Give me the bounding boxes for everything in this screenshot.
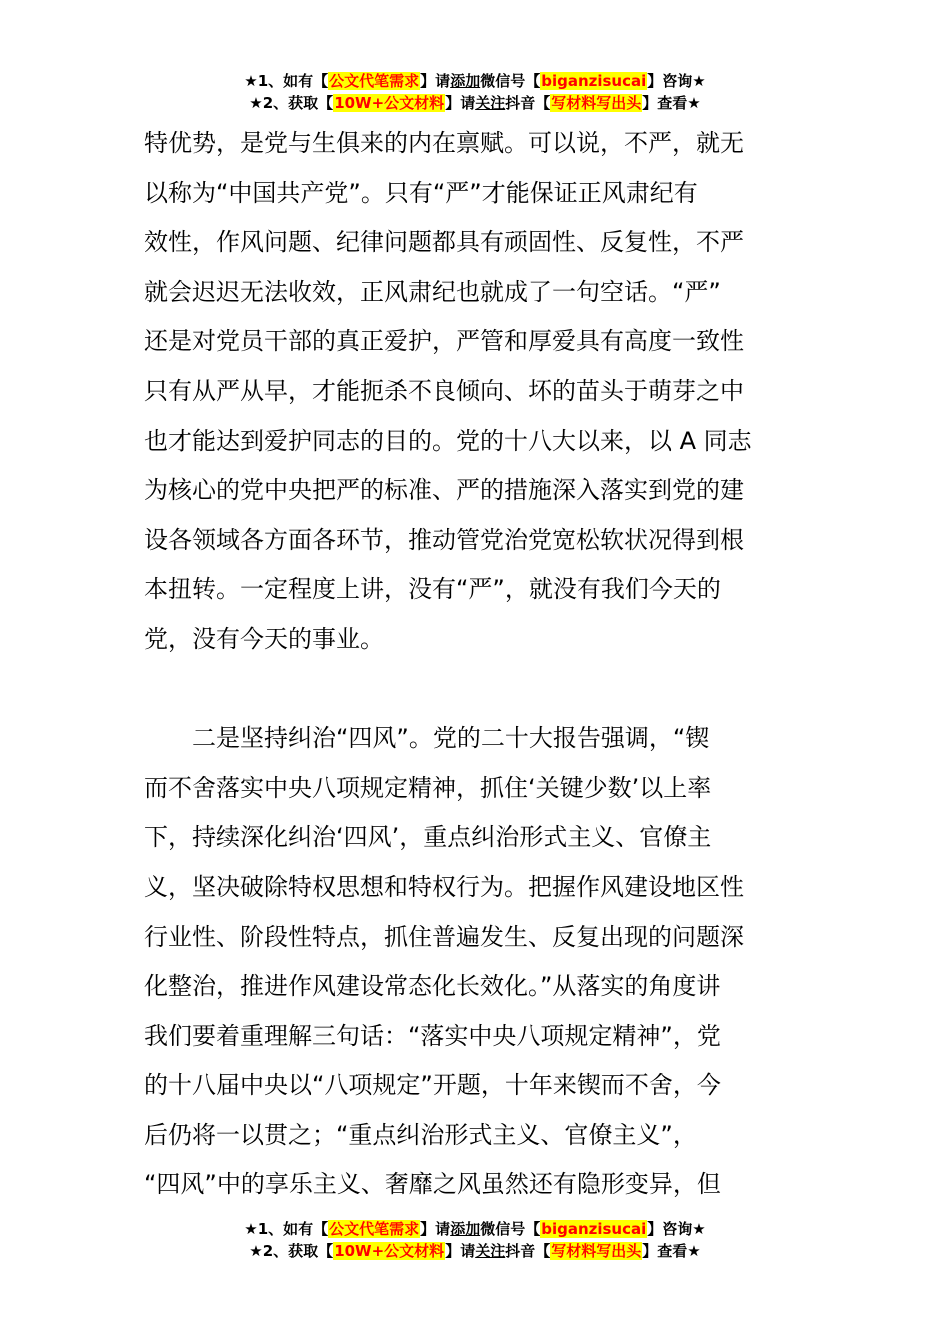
banner-text: ★1、如有【 [244, 72, 329, 90]
banner-text: 抖音【 [505, 94, 551, 112]
banner-highlight: 写材料写出头 [551, 1242, 642, 1260]
text-line: 也才能达到爱护同志的目的。党的十八大以来，以 A 同志 [144, 426, 752, 455]
paragraph-1 [144, 119, 808, 665]
banner-highlight: 10W+公文材料 [334, 1242, 445, 1260]
text-line: 只有从严从早，才能扼杀不良倾向、坏的苗头于萌芽之中 [144, 376, 744, 405]
banner-text: ★1、如有【 [244, 1220, 329, 1238]
text-line: 以称为“中国共产党”。只有“严”才能保证正风肃纪有 [144, 178, 698, 207]
banner-text: 】咨询★ [647, 72, 706, 90]
banner-highlight: 写材料写出头 [551, 94, 642, 112]
banner-underlined-text: 关注 [475, 1242, 506, 1260]
paragraph-spacer [144, 665, 808, 715]
banner-highlight: 公文代笔需求 [329, 1220, 420, 1238]
banner-text: ★2、获取【 [249, 1242, 334, 1260]
banner-text: 微信号【 [480, 72, 541, 90]
text-line: 本扭转。一定程度上讲，没有“严”，就没有我们今天的 [144, 575, 721, 604]
text-line: 效性，作风问题、纪律问题都具有顽固性、反复性，不严 [144, 228, 744, 257]
banner-underlined-text: 添加 [450, 72, 481, 90]
paragraph-2 [144, 714, 808, 1210]
text-line: 而不舍落实中央八项规定精神，抓住‘关键少数’以上率 [144, 773, 712, 802]
text-line: 化整治，推进作风建设常态化长效化。”从落实的角度讲 [144, 972, 721, 1001]
text-line: “四风”中的享乐主义、奢靡之风虽然还有隐形变异，但 [144, 1170, 721, 1199]
banner-text: 】请 [445, 1242, 476, 1260]
text-line: 义，坚决破除特权思想和特权行为。把握作风建设地区性 [144, 872, 744, 901]
text-line: 设各领域各方面各环节，推动管党治党宽松软状况得到根 [144, 525, 744, 554]
top-banner [0, 70, 950, 114]
banner-highlight: 公文代笔需求 [329, 72, 420, 90]
banner-underlined-text: 添加 [450, 1220, 481, 1238]
text-line: 就会迟迟无法收效，正风肃纪也就成了一句空话。“严” [144, 277, 721, 306]
text-line: 我们要着重理解三句话：“落实中央八项规定精神”，党 [144, 1021, 721, 1050]
banner-highlight: 10W+公文材料 [334, 94, 445, 112]
banner-text: 抖音【 [505, 1242, 551, 1260]
text-line: 为核心的党中央把严的标准、严的措施深入落实到党的建 [144, 476, 744, 505]
text-line: 二是坚持纠治“四风”。党的二十大报告强调，“锲 [192, 724, 710, 753]
banner-highlight: biganzisucai [541, 1220, 647, 1238]
banner-highlight: biganzisucai [541, 72, 647, 90]
document-body [144, 119, 808, 1210]
banner-line-1 [0, 1218, 950, 1240]
banner-text: 】查看★ [642, 94, 701, 112]
text-line: 党，没有今天的事业。 [144, 624, 384, 653]
text-line: 还是对党员干部的真正爱护，严管和厚爱具有高度一致性 [144, 327, 744, 356]
banner-text: 】咨询★ [647, 1220, 706, 1238]
text-line: 下，持续深化纠治‘四风’，重点纠治形式主义、官僚主 [144, 823, 712, 852]
banner-text: 】请 [420, 1220, 451, 1238]
text-line: 行业性、阶段性特点，抓住普遍发生、反复出现的问题深 [144, 922, 744, 951]
banner-line-2 [0, 92, 950, 114]
banner-text: 微信号【 [480, 1220, 541, 1238]
banner-line-2 [0, 1240, 950, 1262]
banner-text: 】查看★ [642, 1242, 701, 1260]
banner-text: 】请 [445, 94, 476, 112]
text-line: 的十八届中央以“八项规定”开题，十年来锲而不舍，今 [144, 1071, 721, 1100]
banner-underlined-text: 关注 [475, 94, 506, 112]
banner-text: ★2、获取【 [249, 94, 334, 112]
banner-text: 】请 [420, 72, 451, 90]
bottom-banner [0, 1218, 950, 1262]
text-line: 特优势，是党与生俱来的内在禀赋。可以说，不严，就无 [144, 129, 744, 157]
banner-line-1 [0, 70, 950, 92]
text-line: 后仍将一以贯之；“重点纠治形式主义、官僚主义”， [144, 1120, 697, 1149]
